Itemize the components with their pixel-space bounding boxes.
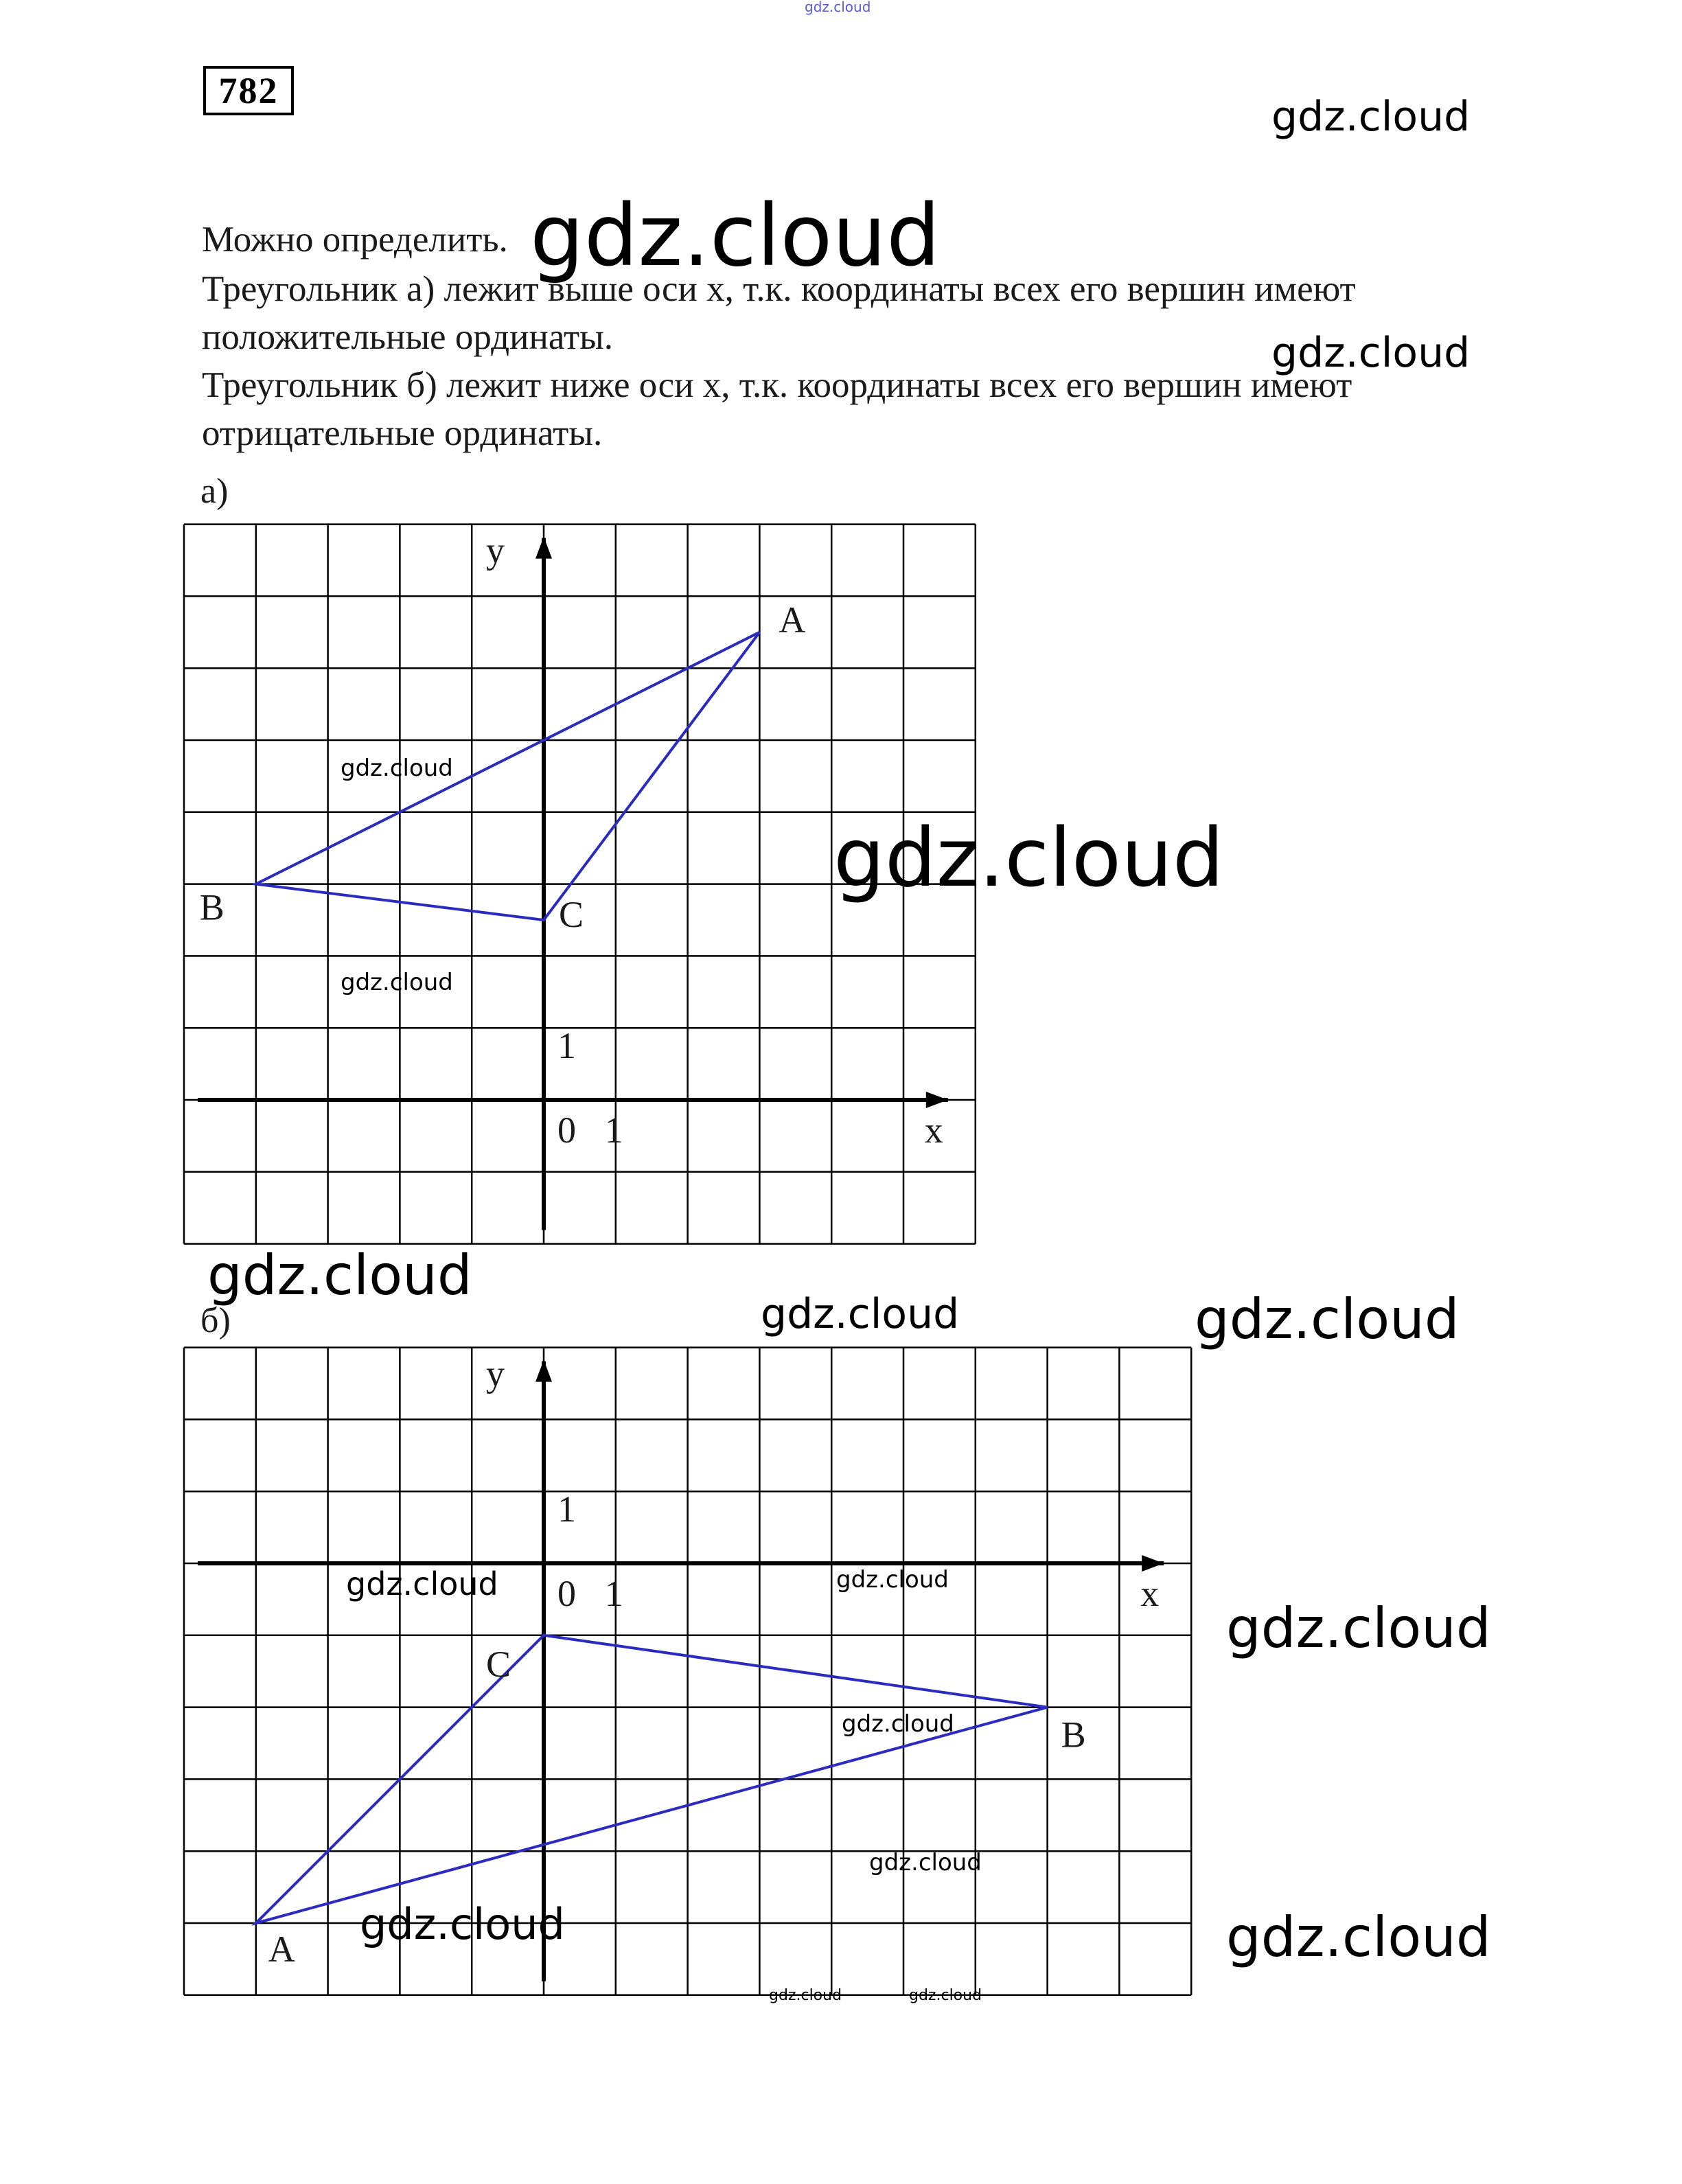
watermark: gdz.cloud: [1271, 329, 1471, 377]
y-unit-label: 1: [557, 1025, 576, 1067]
y-axis-label: y: [486, 529, 505, 571]
origin-label: 0: [557, 1573, 576, 1614]
paragraph-2: положительные ординаты.: [202, 317, 613, 357]
origin-label: 0: [557, 1110, 576, 1151]
watermark: gdz.cloud: [341, 755, 453, 782]
y-unit-label: 1: [557, 1488, 576, 1530]
watermark-top-small: gdz.cloud: [805, 0, 871, 15]
intro-text: Можно определить.: [202, 220, 508, 260]
watermark: gdz.cloud: [909, 1987, 982, 2004]
watermark: gdz.cloud: [833, 810, 1224, 905]
vertex-label-a: A: [268, 1929, 295, 1970]
watermark: gdz.cloud: [1226, 1905, 1491, 1969]
y-axis-label: y: [486, 1353, 505, 1394]
watermark: gdz.cloud: [530, 187, 941, 286]
figure-b-label: б): [200, 1301, 231, 1340]
paragraph-3: Треугольник б) лежит ниже оси x, т.к. координаты всех его вершин имеют: [202, 365, 1352, 405]
x-axis-label: x: [924, 1110, 943, 1151]
paragraph-4: отрицательные ординаты.: [202, 413, 603, 453]
watermark: gdz.cloud: [341, 969, 453, 996]
watermark: gdz.cloud: [836, 1566, 949, 1594]
watermark: gdz.cloud: [842, 1710, 954, 1738]
watermark: gdz.cloud: [1195, 1287, 1460, 1351]
vertex-label-c: C: [486, 1643, 511, 1685]
task-number: 782: [218, 70, 279, 111]
vertex-label-a: A: [779, 599, 806, 641]
watermark: gdz.cloud: [1271, 93, 1471, 141]
vertex-label-c: C: [559, 894, 584, 935]
x-unit-label: 1: [604, 1110, 623, 1151]
x-axis-arrow-icon: [1142, 1555, 1164, 1572]
watermark: gdz.cloud: [346, 1565, 498, 1602]
watermark: gdz.cloud: [207, 1243, 472, 1307]
x-unit-label: 1: [604, 1573, 623, 1614]
watermark: gdz.cloud: [761, 1290, 960, 1338]
vertex-label-b: B: [199, 886, 224, 928]
x-axis-label: x: [1140, 1573, 1160, 1614]
y-axis-arrow-icon: [535, 1360, 552, 1382]
paragraph-1: Треугольник а) лежит выше оси x, т.к. координаты всех его вершин имеют: [202, 269, 1356, 309]
watermark: gdz.cloud: [360, 1899, 565, 1949]
figure-a-label: а): [200, 472, 229, 511]
watermark: gdz.cloud: [769, 1987, 842, 2004]
watermark: gdz.cloud: [869, 1849, 982, 1876]
watermark: gdz.cloud: [1226, 1596, 1491, 1660]
vertex-label-b: B: [1061, 1714, 1086, 1756]
